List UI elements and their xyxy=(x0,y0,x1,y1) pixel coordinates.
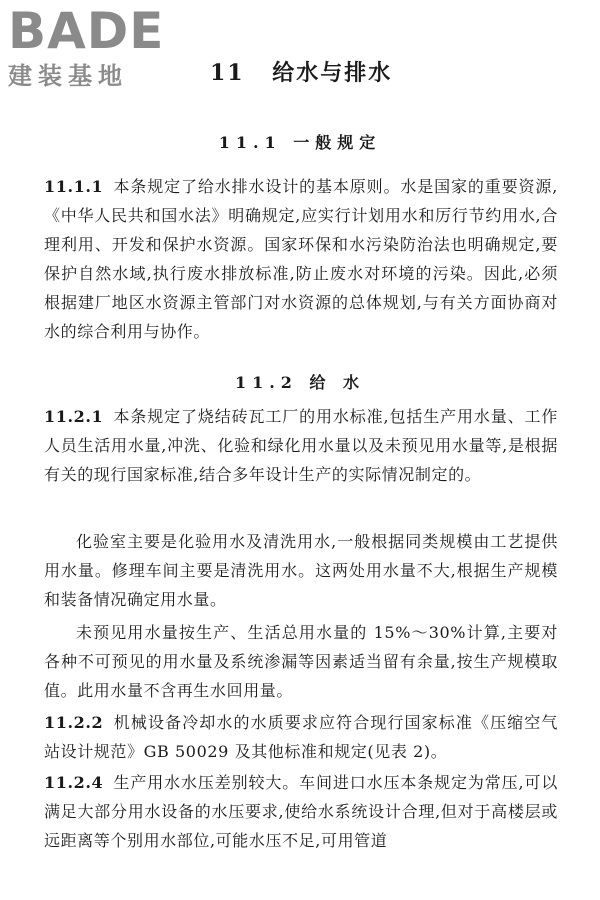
clause-text: 生产用水水压差别较大。车间进口水压本条规定为常压,可以满足大部分用水设备的水压要求,使给水系统设计合理,但对于高楼层或远距离等个别用水部位,可能水压不足,可用管道 xyxy=(44,773,558,850)
clause-text: 本条规定了烧结砖瓦工厂的用水标准,包括生产用水量、工作人员生活用水量,冲洗、化验和绿化用水量以及未预见用水量等,是根据有关的现行国家标准,结合多年设计生产的实际情况制定的。 xyxy=(44,407,558,484)
body-paragraph xyxy=(44,527,558,614)
clause-number: 11.1.1 xyxy=(44,177,104,196)
clause-number: 11.2.1 xyxy=(44,407,104,426)
section-heading-general: 11.1 一般规定 xyxy=(218,133,382,152)
chapter-number: 11 xyxy=(210,60,245,86)
clause-number: 11.2.4 xyxy=(44,773,104,792)
clause-paragraph xyxy=(44,402,558,489)
clause-paragraph xyxy=(44,708,558,766)
paragraph-text: 化验室主要是化验用水及清洗用水,一般根据同类规模由工艺提供用水量。修理车间主要是清洗用水。这两处用水量不大,根据生产规模和装备情况确定用水量。 xyxy=(44,532,558,609)
body-paragraph xyxy=(44,618,558,705)
chapter-title xyxy=(210,56,392,87)
logo-subtitle: 建装基地 xyxy=(8,62,128,90)
clause-paragraph xyxy=(44,768,558,855)
clause-number: 11.2.2 xyxy=(44,713,104,732)
clause-text: 本条规定了给水排水设计的基本原则。水是国家的重要资源,《中华人民共和国水法》明确规定,应实行计划用水和厉行节约用水,合理利用、开发和保护水资源。国家环保和水污染防治法也明确规定,要保护自然水域,执行废水排放标准,防止废水对环境的污染。因此,必须根据建厂地区水资源主管部门对水资源的总体规划,与有关方面协商对水的综合利用与协作。 xyxy=(44,177,558,341)
clause-paragraph xyxy=(44,172,558,346)
clause-text: 机械设备冷却水的水质要求应符合现行国家标准《压缩空气站设计规范》GB 50029 及其他标准和规定(见表 2)。 xyxy=(44,713,558,761)
logo xyxy=(8,2,178,92)
logo-brand: BADE xyxy=(8,2,165,60)
chapter-name: 给水与排水 xyxy=(272,60,393,86)
section-heading-water-supply: 11.2 给 水 xyxy=(234,373,366,392)
paragraph-text: 未预见用水量按生产、生活总用水量的 15%～30%计算,主要对各种不可预见的用水量及系统渗漏等因素适当留有余量,按生产规模取值。此用水量不含再生水回用量。 xyxy=(44,623,558,700)
